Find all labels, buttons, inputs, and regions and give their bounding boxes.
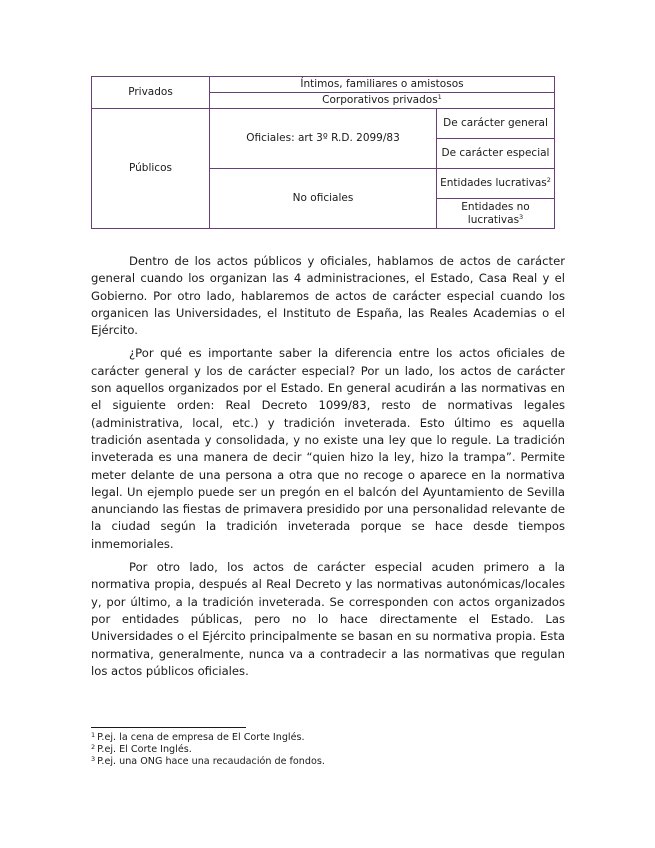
intimos-cell: Íntimos, familiares o amistosos xyxy=(210,77,555,93)
footnote-text: P.ej. la cena de empresa de El Corte Inglés. xyxy=(97,732,305,743)
footnote-text: P.ej. una ONG hace una recaudación de fondos. xyxy=(97,756,325,768)
footnote-text: P.ej. El Corte Inglés. xyxy=(97,744,192,756)
footnote-mark: 3 xyxy=(91,755,96,764)
corporativos-text: Corporativos privados xyxy=(322,94,438,106)
general-cell: De carácter general xyxy=(437,109,555,139)
footnotes xyxy=(91,732,561,769)
privados-cell: Privados xyxy=(92,77,210,109)
no-lucrativas-cell xyxy=(437,199,555,229)
footnote-ref-3: 3 xyxy=(519,212,524,221)
lucrativas-text: Entidades lucrativas xyxy=(440,177,547,189)
oficiales-cell: Oficiales: art 3º R.D. 2099/83 xyxy=(210,109,437,169)
footnote-mark: 2 xyxy=(91,743,96,752)
no-oficiales-cell: No oficiales xyxy=(210,169,437,229)
table-row xyxy=(92,109,555,139)
footnote-mark: 1 xyxy=(91,731,96,739)
footnote xyxy=(91,732,561,744)
lucrativas-cell xyxy=(437,169,555,199)
paragraph: Por otro lado, los actos de carácter especial acuden primero a la normativa propia, después al Real Decreto y las normativas autonómicas/locales y, por último, a la tradición inveterada. Se corresponden con actos organizados por entidades públicas, pero no lo hace directamente el Estado. Las Universidades o el Ejército principalmente se basan en su normativa propia. Esta normativa, generalmente, nunca va a contradecir a las normativas que regulan los actos públicos oficiales. xyxy=(91,560,565,678)
corporativos-cell xyxy=(210,93,555,109)
body-text xyxy=(91,253,565,686)
footnote-ref-2: 2 xyxy=(546,176,551,184)
footnote-ref-1: 1 xyxy=(437,93,442,101)
paragraph: ¿Por qué es importante saber la diferencia entre los actos oficiales de carácter general y los de carácter especial? Por un lado, los actos de carácter son aquellos organizados por el Estado. En general acudirán a las normativas en el siguiente orden: Real Decreto 1099/83, resto de normativas legales (administrativa, local, etc.) y tradición inveterada. Esto último es aquella tradición asentada y consolidada, y no existe una ley que lo regule. La tradición inveterada es una manera de decir “quien hizo la ley, hizo la trampa”. Permite meter delante de una persona a otra que no recoge o aparece en la normativa legal. Un ejemplo puede ser un pregón en el balcón del Ayuntamiento de Sevilla anunciando las fiestas de primavera presidido por una personalidad relevante de la ciudad según la tradición inveterada porque se hace desde tiempos inmemoriales. xyxy=(91,346,565,551)
footnote-separator xyxy=(91,727,246,728)
no-lucrativas-text: Entidades no lucrativas xyxy=(461,200,530,226)
paragraph: Dentro de los actos públicos y oficiales, hablamos de actos de carácter general cuando los organizan las 4 administraciones, el Estado, Casa Real y el Gobierno. Por otro lado, hablaremos de actos de carácter especial cuando los organicen las Universidades, el Instituto de España, las Reales Academias o el Ejército. xyxy=(91,254,565,338)
footnote xyxy=(91,744,561,756)
publicos-cell: Públicos xyxy=(92,109,210,229)
acts-classification-table xyxy=(91,76,555,229)
footnote xyxy=(91,756,561,768)
table-row xyxy=(92,77,555,93)
especial-cell: De carácter especial xyxy=(437,139,555,169)
